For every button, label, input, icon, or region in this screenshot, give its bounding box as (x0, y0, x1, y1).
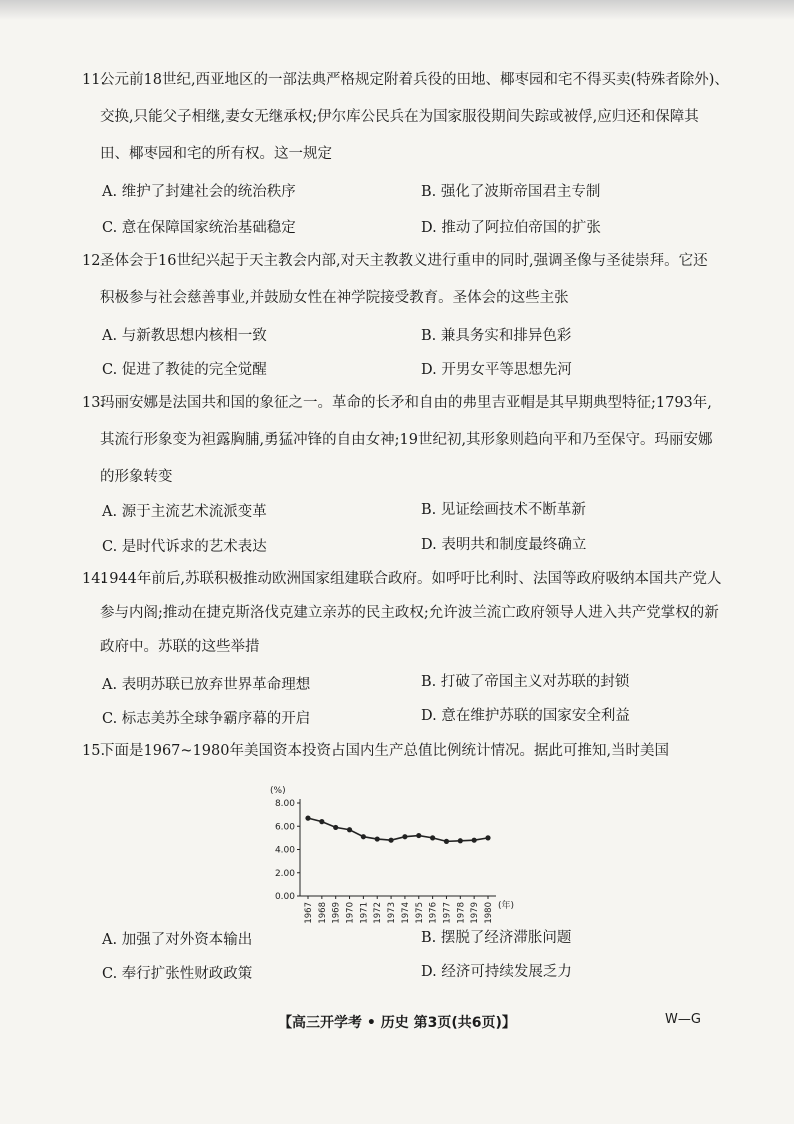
x-tick-label: 1976 (428, 902, 439, 924)
x-tick-label: 1980 (484, 902, 494, 924)
x-tick-label: 1971 (359, 902, 370, 924)
data-point (333, 825, 338, 830)
investment-gdp-line-chart (262, 785, 522, 935)
data-point (361, 834, 366, 839)
q11-option-d: D. 推动了阿拉伯帝国的扩张 (421, 220, 601, 236)
q14-option-a: A. 表明苏联已放弃世界革命理想 (102, 677, 311, 693)
q13-option-b: B. 见证绘画技术不断革新 (421, 502, 586, 518)
q13-number: 13. (82, 395, 106, 411)
q14-option-d: D. 意在维护苏联的国家安全利益 (421, 708, 630, 724)
x-tick-label: 1979 (470, 902, 481, 924)
y-axis-unit-label: (%) (270, 786, 286, 796)
q12-option-b: B. 兼具务实和排异色彩 (421, 328, 572, 344)
x-tick-label: 1974 (400, 902, 411, 924)
x-tick-label: 1977 (442, 902, 453, 924)
q11-option-a: A. 维护了封建社会的统治秩序 (102, 184, 296, 200)
data-point (472, 838, 477, 843)
paper-code: W—G (665, 1012, 701, 1027)
data-point (305, 816, 310, 821)
data-point (375, 836, 380, 841)
data-point (319, 819, 324, 824)
data-point (416, 833, 421, 838)
q13-option-c: C. 是时代诉求的艺术表达 (102, 539, 267, 555)
x-tick-label: 1968 (317, 902, 328, 924)
y-tick-label: 4.00 (274, 845, 295, 856)
q12-option-d: D. 开男女平等思想先河 (421, 362, 572, 378)
q11-option-c: C. 意在保障国家统治基础稳定 (102, 220, 296, 236)
data-point (388, 838, 393, 843)
x-axis-unit-label: (年) (498, 901, 515, 911)
x-tick-label: 1978 (456, 902, 467, 924)
data-point (458, 838, 463, 843)
q13-option-d: D. 表明共和制度最终确立 (421, 537, 587, 553)
q15-option-c: C. 奉行扩张性财政政策 (102, 966, 253, 982)
q14-option-b: B. 打破了帝国主义对苏联的封锁 (421, 674, 630, 690)
x-tick-label: 1969 (331, 902, 342, 924)
y-tick-label: 0.00 (274, 892, 295, 902)
q15-option-d: D. 经济可持续发展乏力 (421, 964, 572, 980)
q14-number: 14. (82, 571, 106, 587)
q11-number: 11. (82, 72, 106, 88)
q15-number: 15. (82, 743, 106, 759)
x-tick-label: 1972 (373, 902, 384, 924)
x-tick-label: 1970 (345, 902, 356, 924)
x-tick-label: 1975 (414, 902, 425, 924)
q14-option-c: C. 标志美苏全球争霸序幕的开启 (102, 711, 311, 727)
x-tick-label: 1967 (304, 902, 314, 924)
y-tick-label: 6.00 (274, 822, 295, 833)
data-point (347, 827, 352, 832)
y-tick-label: 2.00 (274, 868, 295, 879)
x-tick-label: 1973 (387, 902, 398, 924)
data-point (402, 834, 407, 839)
q15-option-a: A. 加强了对外资本输出 (102, 932, 253, 948)
data-point (444, 839, 449, 844)
data-point (485, 835, 490, 840)
q13-option-a: A. 源于主流艺术流派变革 (102, 504, 267, 520)
scan-top-band (0, 0, 794, 20)
q12-option-c: C. 促进了教徒的完全觉醒 (102, 362, 267, 378)
q12-option-a: A. 与新教思想内核相一致 (102, 328, 267, 344)
q11-option-b: B. 强化了波斯帝国君主专制 (421, 184, 601, 200)
data-point (430, 835, 435, 840)
q12-number: 12. (82, 253, 106, 269)
page-footer: 【高三开学考 • 历史 第3页(共6页)】 (278, 1015, 516, 1031)
y-tick-label: 8.00 (274, 799, 295, 809)
q15-option-b: B. 摆脱了经济滞胀问题 (421, 930, 572, 946)
